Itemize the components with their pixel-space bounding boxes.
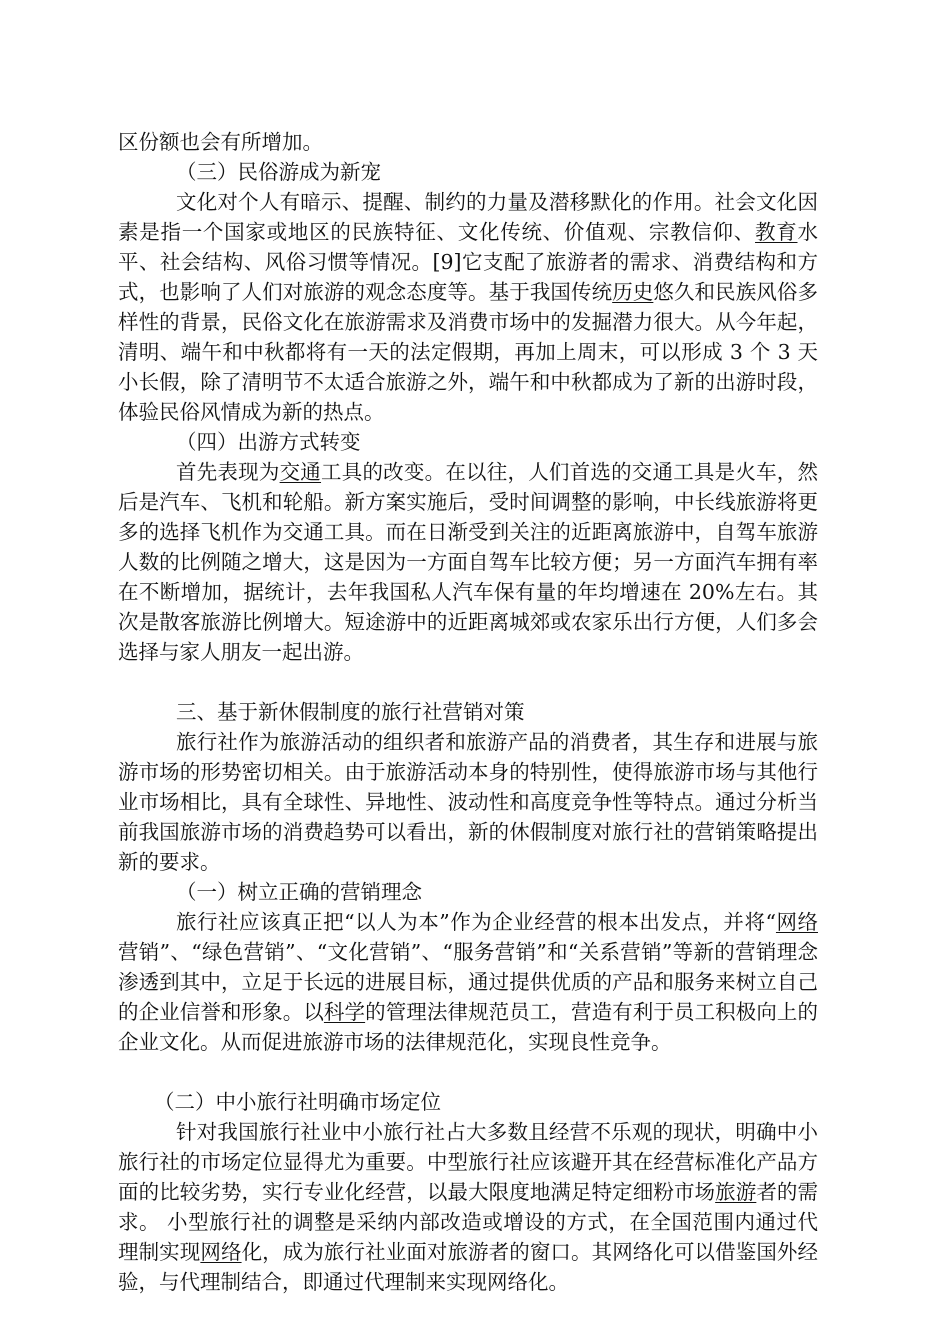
text-run: 化，成为旅行社业面对旅游者的窗口。其网络化可以借鉴国外经验，与代理制结合，即通过代理制来实现网络化。 xyxy=(118,1240,819,1294)
text-run: 的管理法律规范员工，营造有利于员工积极向上的企业文化。从而促进旅游市场的法律规范化，实现良性竞争。 xyxy=(118,1000,819,1054)
text-run: 悠久和民族风俗多样性的背景，民俗文化在旅游需求及消费市场中的发掘潜力很大。从今年起，清明、端午和中秋都将有一天的法定假期，再加上周末，可以形成 3 个 3 天小长假，除了清明节不太适合旅游之外，端午和中秋都成为了新的出游时段，体验民俗风情成为新的热点。 xyxy=(118,280,819,424)
paragraph-market-positioning xyxy=(118,1117,818,1297)
link-transport[interactable]: 交通 xyxy=(279,460,322,484)
subheading-travel-mode: （四）出游方式转变 xyxy=(176,430,361,454)
link-science[interactable]: 科学 xyxy=(323,1000,366,1024)
link-network-2[interactable]: 网络 xyxy=(200,1240,242,1264)
link-education[interactable]: 教育 xyxy=(755,220,798,244)
subheading-folk-tourism: （三）民俗游成为新宠 xyxy=(176,160,381,184)
paragraph-continuation: 区份额也会有所增加。 xyxy=(118,130,323,154)
paragraph-folk-culture xyxy=(118,187,818,427)
document-page xyxy=(118,127,818,1297)
link-network[interactable]: 网络 xyxy=(775,910,818,934)
paragraph-transport xyxy=(118,457,818,667)
text-run: 水平、社会结构、风俗习惯等情况。[9]它支配了旅游者的需求、消费结构和方式，也影响了人们对旅游的观念态度等。基于我国传统 xyxy=(118,220,818,304)
paragraph-travel-agency: 旅行社作为旅游活动的组织者和旅游产品的消费者，其生存和进展与旅游市场的形势密切相关。由于旅游活动本身的特别性，使得旅游市场与其他行业市场相比，具有全球性、异地性、波动性和高度竞争性等特点。通过分析当前我国旅游市场的消费趋势可以看出，新的休假制度对旅行社的营销策略提出新的要求。 xyxy=(118,730,818,874)
subheading-market-positioning: （二）中小旅行社明确市场定位 xyxy=(154,1090,441,1114)
text-run: 首先表现为 xyxy=(176,460,280,484)
text-run: 文化对个人有暗示、提醒、制约的力量及潜移默化的作用。社会文化因素是指一个国家或地区的民族特征、文化传统、价值观、宗教信仰、 xyxy=(118,190,818,244)
text-run: 针对我国旅行社业中小旅行社占大多数且经营不乐观的现状，明确中小旅行社的市场定位显得尤为重要。中型旅行社应该避开其在经营标准化产品方面的比较劣势，实行专业化经营，以最大限度地满足特定细粉市场 xyxy=(118,1120,818,1204)
blank-line xyxy=(118,1057,818,1087)
text-run: 旅行社应该真正把“以人为本”作为企业经营的根本出发点，并将“ xyxy=(176,910,776,934)
subheading-marketing-concept: （一）树立正确的营销理念 xyxy=(176,880,422,904)
link-tourism[interactable]: 旅游 xyxy=(715,1180,757,1204)
blank-line xyxy=(118,667,818,697)
text-run: 营销”、“绿色营销”、“文化营销”、“服务营销”和“关系营销”等新的营销理念渗透到其中，立足于长远的进展目标，通过提供优质的产品和服务来树立自己的企业信誉和形象。以 xyxy=(118,940,818,1024)
text-run: 者的需求。 小型旅行社的调整是采纳内部改造或增设的方式，在全国范围内通过代理制实现 xyxy=(118,1180,819,1264)
section-heading-marketing: 三、基于新休假制度的旅行社营销对策 xyxy=(176,700,525,724)
text-run: 工具的改变。在以往，人们首选的交通工具是火车，然后是汽车、飞机和轮船。新方案实施后，受时间调整的影响，中长线旅游将更多的选择飞机作为交通工具。而在日渐受到关注的近距离旅游中，自驾车旅游人数的比例随之增大，这是因为一方面自驾车比较方便；另一方面汽车拥有率在不断增加，据统计，去年我国私人汽车保有量的年均增速在 20%左右。其次是散客旅游比例增大。短途游中的近距离城郊或农家乐出行方便，人们多会选择与家人朋友一起出游。 xyxy=(118,460,819,664)
paragraph-marketing-concept xyxy=(118,907,818,1057)
link-history[interactable]: 历史 xyxy=(612,280,654,304)
